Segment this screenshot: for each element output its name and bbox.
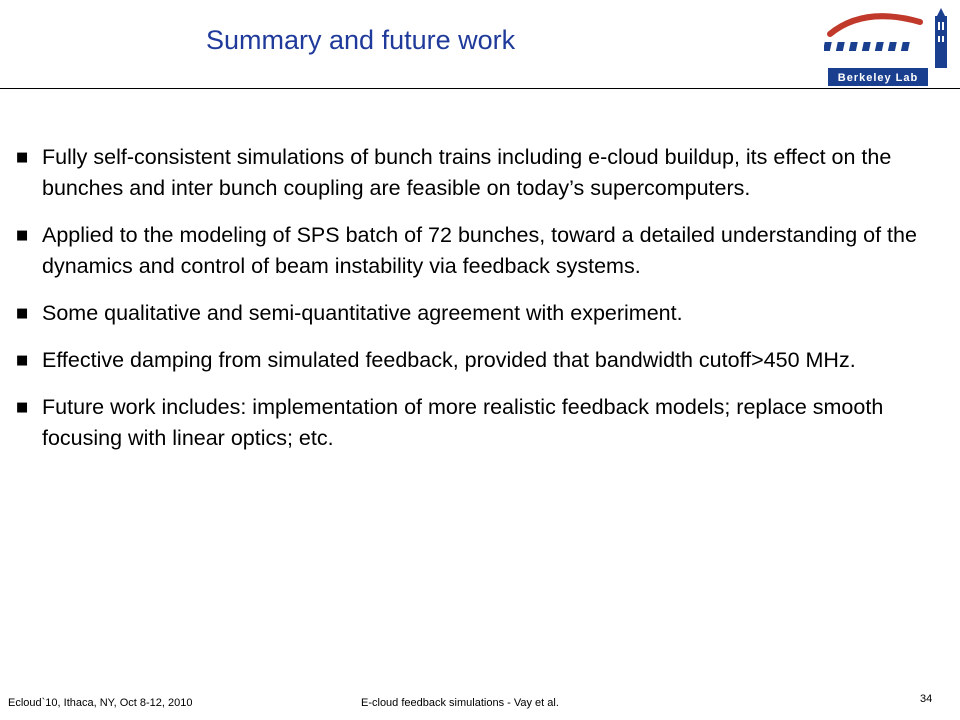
bullet-text: Effective damping from simulated feedback, provided that bandwidth cutoff>450 MHz.: [42, 348, 856, 372]
bullet-item: [14, 298, 944, 329]
bullet-text: Future work includes: implementation of more realistic feedback models; replace smooth focusing with linear optics; etc.: [42, 395, 884, 450]
slide-title: Summary and future work: [206, 25, 516, 55]
bullet-marker-icon: ■: [16, 150, 29, 165]
berkeley-lab-logo: [824, 8, 952, 90]
bullet-marker-icon: ■: [16, 353, 29, 368]
bullet-item: [14, 220, 944, 282]
bullet-marker-icon: ■: [16, 400, 29, 415]
footer-conference: Ecloud`10, Ithaca, NY, Oct 8-12, 2010: [8, 697, 193, 709]
logo-tower: [935, 8, 947, 68]
footer-talk-title: E-cloud feedback simulations - Vay et al.: [361, 697, 559, 709]
bullet-list: [14, 142, 944, 470]
bullet-item: [14, 392, 944, 454]
bullet-marker-icon: ■: [16, 228, 29, 243]
bullet-item: [14, 142, 944, 204]
bullet-item: [14, 345, 944, 376]
title-divider: [0, 88, 960, 89]
logo-arc: [830, 16, 920, 34]
bullet-marker-icon: ■: [16, 306, 29, 321]
bullet-text: Some qualitative and semi-quantitative agreement with experiment.: [42, 301, 683, 325]
logo-dashes: [824, 42, 910, 51]
bullet-text: Fully self-consistent simulations of bunch trains including e-cloud buildup, its effect on the bunches and inter bunch coupling are feasible on today’s supercomputers.: [42, 145, 892, 200]
logo-text: Berkeley Lab: [837, 72, 919, 84]
bullet-text: Applied to the modeling of SPS batch of 72 bunches, toward a detailed understanding of the dynamics and control of beam instability via feedback systems.: [42, 223, 917, 278]
page-number: 34: [920, 693, 933, 705]
